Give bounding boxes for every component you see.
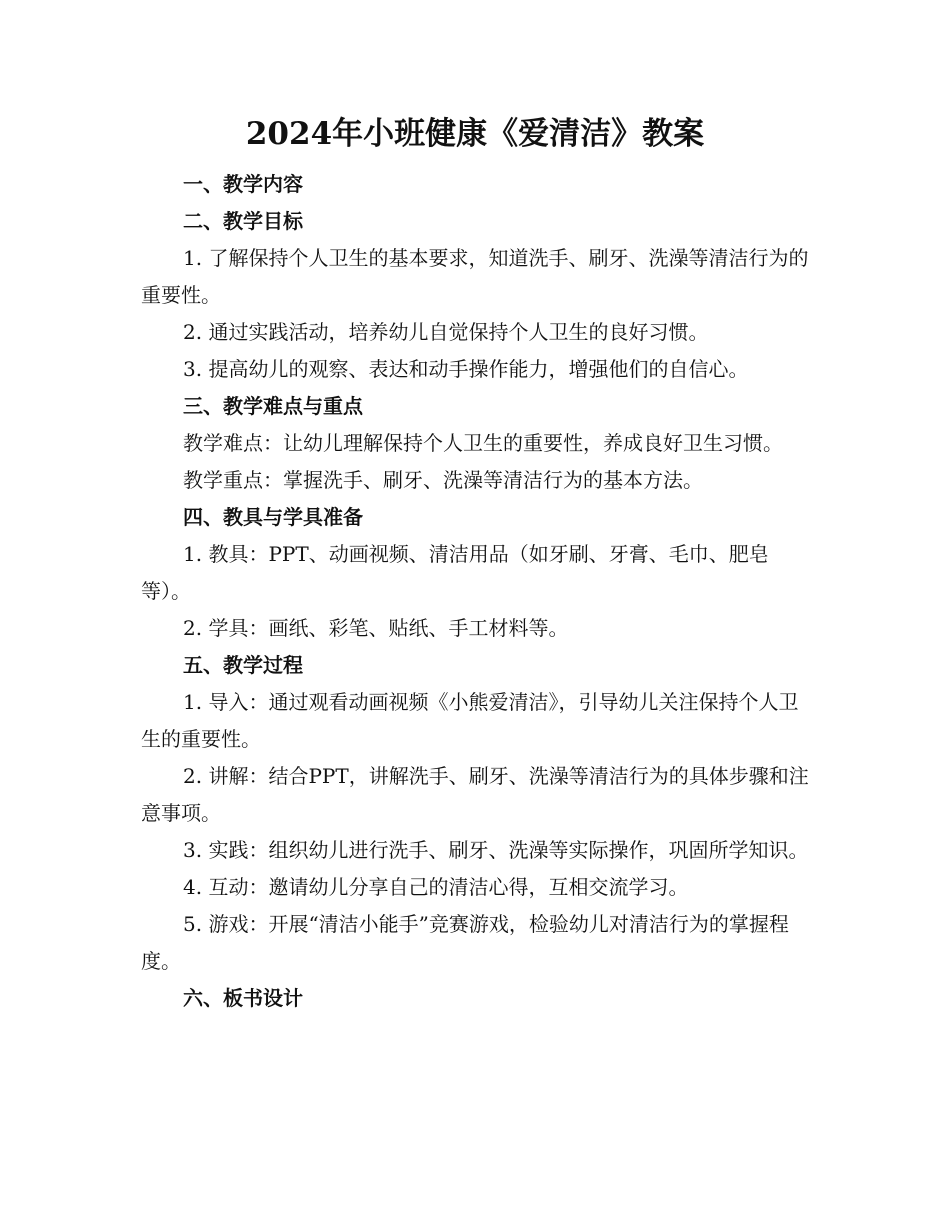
- section-heading-content: 一、教学内容: [183, 172, 303, 196]
- process-item-4: 4. 互动：邀请幼儿分享自己的清洁心得，互相交流学习。: [183, 875, 689, 899]
- section-heading-key-points: 三、教学难点与重点: [183, 394, 363, 418]
- goal-item-2: 2. 通过实践活动，培养幼儿自觉保持个人卫生的良好习惯。: [183, 320, 709, 344]
- focus-paragraph: 教学重点：掌握洗手、刷牙、洗澡等清洁行为的基本方法。: [183, 468, 703, 492]
- difficulty-paragraph: 教学难点：让幼儿理解保持个人卫生的重要性，养成良好卫生习惯。: [183, 431, 783, 455]
- document-title: 2024年小班健康《爱清洁》教案: [245, 116, 705, 152]
- section-heading-board-design: 六、板书设计: [183, 986, 303, 1010]
- section-heading-materials: 四、教具与学具准备: [183, 505, 363, 529]
- process-item-1: 1. 导入：通过观看动画视频《小熊爱清洁》，引导幼儿关注保持个人卫生的重要性。: [141, 690, 799, 751]
- process-item-3: 3. 实践：组织幼儿进行洗手、刷牙、洗澡等实际操作，巩固所学知识。: [183, 838, 809, 862]
- process-item-5: 5. 游戏：开展“清洁小能手”竞赛游戏，检验幼儿对清洁行为的掌握程度。: [141, 912, 789, 973]
- section-heading-goals: 二、教学目标: [183, 209, 303, 233]
- section-heading-process: 五、教学过程: [183, 653, 303, 677]
- document-body: [141, 166, 811, 1017]
- process-item-2: 2. 讲解：结合PPT，讲解洗手、刷牙、洗澡等清洁行为的具体步骤和注意事项。: [141, 764, 809, 825]
- materials-item-2: 2. 学具：画纸、彩笔、贴纸、手工材料等。: [183, 616, 569, 640]
- goal-item-1: 1. 了解保持个人卫生的基本要求，知道洗手、刷牙、洗澡等清洁行为的重要性。: [141, 246, 809, 307]
- materials-item-1: 1. 教具：PPT、动画视频、清洁用品（如牙刷、牙膏、毛巾、肥皂等）。: [141, 542, 769, 603]
- goal-item-3: 3. 提高幼儿的观察、表达和动手操作能力，增强他们的自信心。: [183, 357, 749, 381]
